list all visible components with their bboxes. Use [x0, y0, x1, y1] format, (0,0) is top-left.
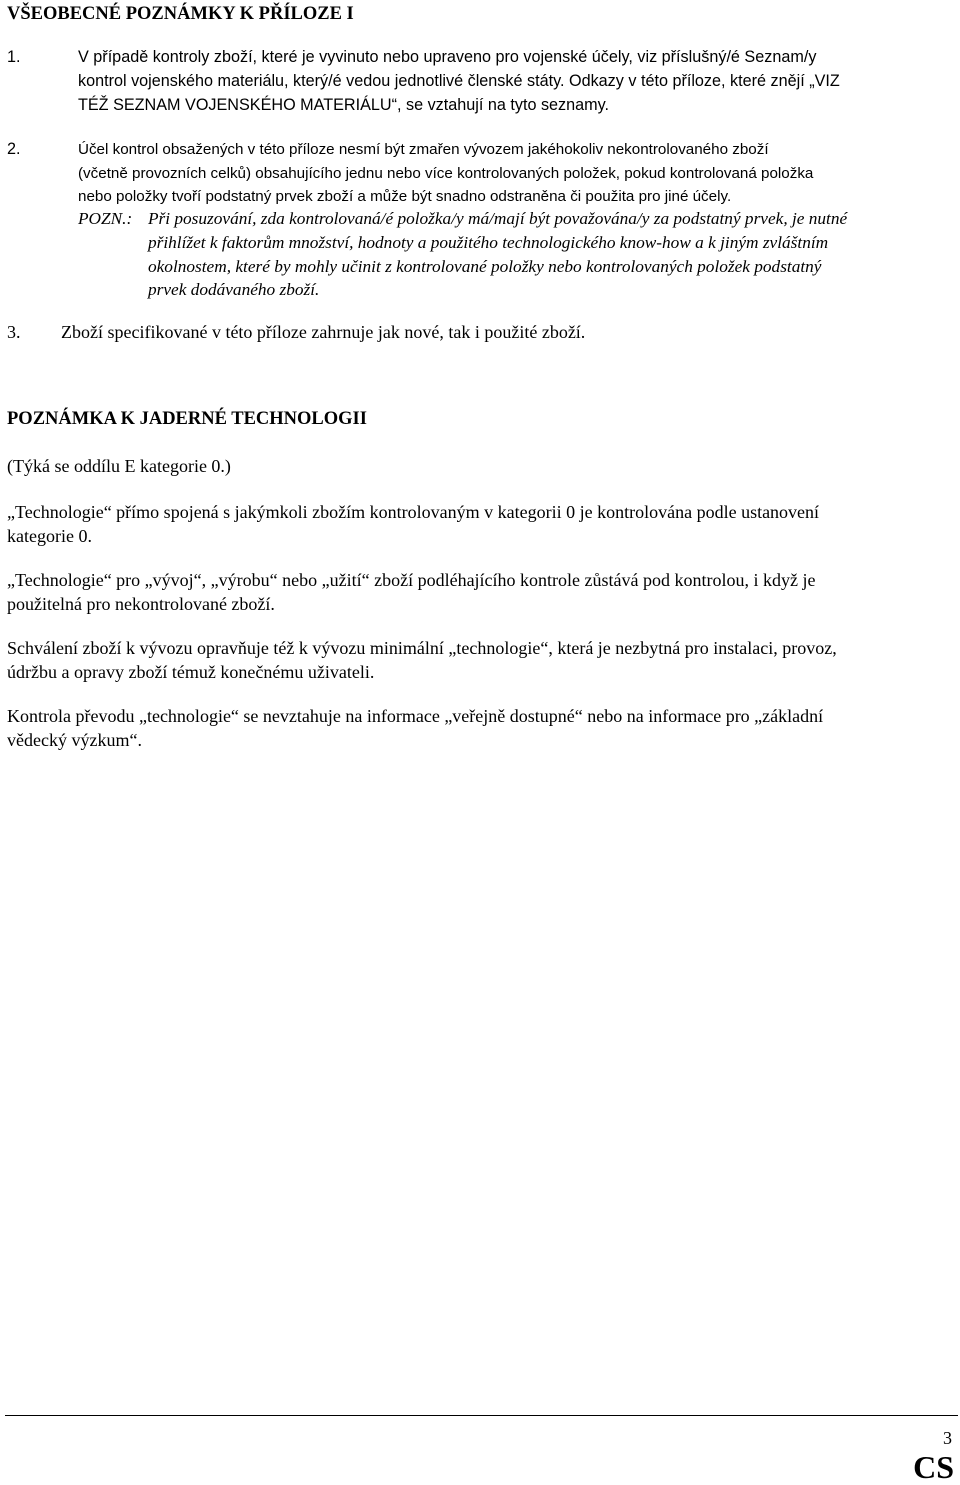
item-number: 3. — [7, 322, 21, 342]
scope-note: (Týká se oddílu E kategorie 0.) — [7, 456, 231, 476]
section-title-nuclear-technology: POZNÁMKA K JADERNÉ TECHNOLOGII — [7, 409, 367, 429]
note-item-3 — [7, 320, 952, 344]
text-line: Schválení zboží k vývozu opravňuje též k vývozu minimální „technologie“, která je nezbytná pro instalaci, provoz, — [7, 638, 837, 658]
text-line: kategorie 0. — [7, 526, 92, 546]
item-text — [78, 45, 952, 117]
text-line: nebo položky tvoří podstatný prvek zboží a může být snadno odstraněna či použita pro jiné účely. — [78, 188, 732, 205]
text-line: prvek dodávaného zboží. — [148, 280, 320, 300]
text-line: Zboží specifikované v této příloze zahrnuje jak nové, tak i použité zboží. — [61, 322, 586, 342]
item-text — [61, 320, 952, 344]
text-line: TÉŽ SEZNAM VOJENSKÉHO MATERIÁLU“, se vztahují na tyto seznamy. — [78, 96, 610, 114]
text-line: okolnostem, které by mohly učinit z kontrolované položky nebo kontrolovaných položek podstatný — [148, 256, 822, 276]
note-text — [148, 207, 847, 302]
text-line: (včetně provozních celků) obsahujícího jednu nebo více kontrolovaných položek, pokud kontrolovaná položka — [78, 164, 814, 182]
item-number: 1. — [7, 48, 21, 66]
text-line: kontrol vojenského materiálu, který/é vedou jednotlivé členské státy. Odkazy v této příloze, které znějí „VIZ — [78, 72, 840, 90]
text-line: přihlížet k faktorům množství, hodnoty a použitého technologického know-how a k jiným zvláštním — [148, 232, 829, 252]
item-text — [78, 138, 952, 209]
footer-divider — [5, 1415, 958, 1416]
note-item-1 — [7, 45, 952, 117]
paragraph — [7, 500, 819, 548]
text-line: V případě kontroly zboží, které je vyvinuto nebo upraveno pro vojenské účely, viz příslušný/é Seznam/y — [78, 48, 817, 66]
paragraph — [7, 704, 823, 752]
page-number: 3 — [943, 1428, 952, 1448]
text-line: Kontrola převodu „technologie“ se nevztahuje na informace „veřejně dostupné“ nebo na informace pro „základní — [7, 706, 824, 726]
section-title-general-notes: VŠEOBECNÉ POZNÁMKY K PŘÍLOZE I — [7, 4, 354, 24]
text-line: vědecký výzkum“. — [7, 730, 142, 750]
item-number: 2. — [7, 140, 21, 158]
text-line: údržbu a opravy zboží témuž konečnému uživateli. — [7, 662, 375, 682]
text-line: „Technologie“ pro „vývoj“, „výrobu“ nebo „užití“ zboží podléhajícího kontrole zůstává pod kontrolou, i když je — [7, 570, 816, 590]
text-line: použitelná pro nekontrolované zboží. — [7, 594, 275, 614]
paragraph — [7, 636, 837, 684]
item-2-note — [78, 207, 847, 302]
text-line: Účel kontrol obsažených v této příloze nesmí být zmařen vývozem jakéhokoliv nekontrolovaného zboží — [78, 141, 769, 158]
paragraph — [7, 568, 815, 616]
language-code: CS — [913, 1449, 954, 1485]
text-line: „Technologie“ přímo spojená s jakýmkoli zbožím kontrolovaným v kategorii 0 je kontrolována podle ustanovení — [7, 502, 820, 522]
text-line: Při posuzování, zda kontrolovaná/é položka/y má/mají být považována/y za podstatný prvek, je nutné — [148, 209, 848, 228]
note-item-2 — [7, 138, 952, 209]
note-label: POZN.: — [78, 209, 133, 228]
